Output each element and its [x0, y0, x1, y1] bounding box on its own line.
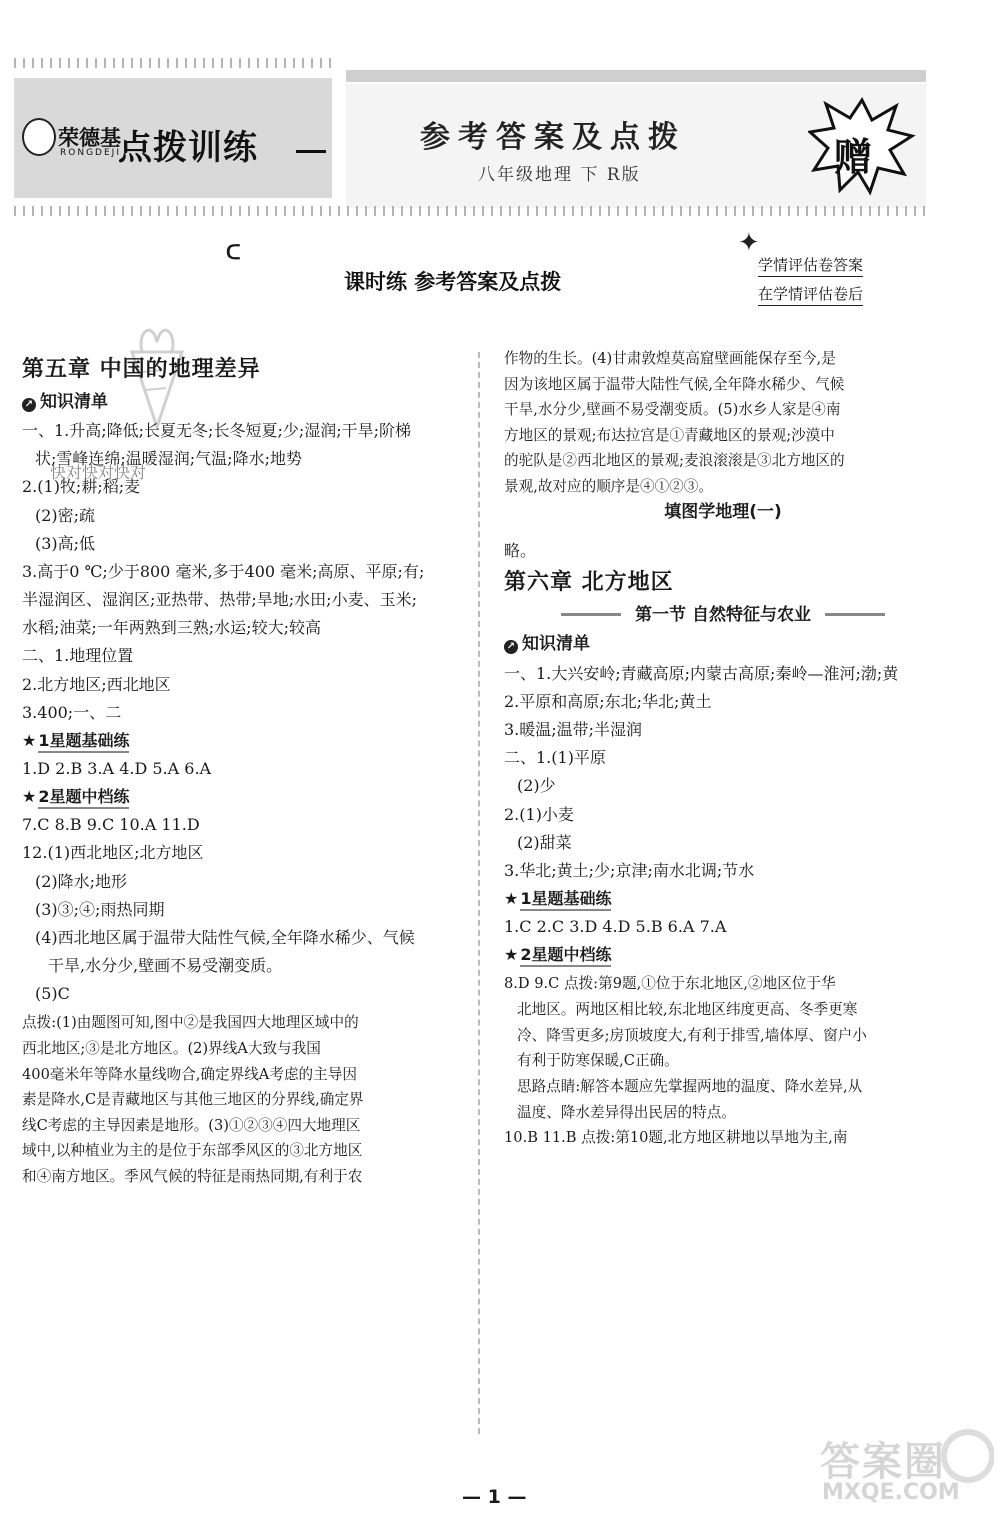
star-icon: ★ [22, 730, 37, 750]
assessment-note [746, 250, 890, 310]
answer-line: 状;雪峰连绵;温暖湿润;气温;降水;地势 快对快对快对 [35, 449, 302, 483]
answer-line: 略。 [504, 541, 537, 561]
answer-line: 7.C 8.B 9.C 10.A 11.D [22, 815, 200, 835]
exercise-heading: 填图学地理(一) [664, 501, 782, 522]
heading-text: 知识清单 [40, 391, 108, 412]
answer-column-right [504, 348, 942, 1153]
section-rule-right [825, 613, 885, 616]
answer-line: 3.暖温;温带;半湿润 [504, 720, 643, 740]
answer-line: 1.D 2.B 3.A 4.D 5.A 6.A [22, 759, 212, 778]
section-title-text: 第一节 自然特征与农业 [635, 604, 811, 625]
note-line-2: 在学情评估卷后 [758, 283, 863, 306]
answer-line: 水稻;油菜;一年两熟到三熟;水运;较大;较高 [22, 618, 321, 638]
answer-line: 12.(1)西北地区;北方地区 [22, 843, 204, 863]
explanation-line: 8.D 9.C 点拨:第9题,①位于东北地区,②地区位于华 [504, 975, 836, 993]
knowledge-list-heading [22, 392, 472, 413]
answer-line: (2)密;疏 [35, 505, 96, 525]
star-level-label: 2星题中档练 [38, 787, 129, 809]
page-title: 参考答案及点拨 [420, 120, 686, 155]
arrow-circle-icon: ↗ [504, 640, 518, 654]
explanation-line: 400毫米年等降水量线吻合,确定界线A考虑的主导因 [22, 1065, 357, 1083]
series-title: 点拨训练 [118, 128, 258, 168]
answer-line: 3.华北;黄土;少;京津;南水北调;节水 [504, 860, 755, 880]
page-subtitle: 八年级地理 下 R版 [478, 165, 641, 185]
series-underline [296, 150, 326, 153]
explanation-line: 方地区的景观;布达拉宫是①青藏地区的景观;沙漠中 [504, 426, 835, 444]
header-ruler [14, 206, 926, 216]
explanation-line: 因为该地区属于温带大陆性气候,全年降水稀少、气候 [504, 375, 845, 393]
answer-line: 1.C 2.C 3.D 4.D 5.B 6.A 7.A [504, 917, 727, 937]
star-level-heading [22, 731, 472, 751]
brand-sub: RONGDEJI [60, 148, 121, 158]
section-rule-left [561, 613, 621, 616]
answer-line: (2)少 [517, 776, 556, 796]
section-heading [504, 605, 942, 626]
brand-face-icon [22, 118, 56, 156]
brand-name: 荣德基 [58, 126, 121, 150]
answer-line: 二、1.(1)平原 [504, 748, 606, 768]
explanation-line: 线C考虑的主导因素是地形。(3)①②③④四大地理区 [22, 1116, 361, 1134]
explanation-line: 冷、降雪更多;房顶坡度大,有利于排雪,墙体厚、窗户小 [517, 1026, 867, 1044]
answer-line: 2.北方地区;西北地区 [22, 674, 171, 694]
header-ruler-left [14, 58, 332, 68]
arrow-circle-icon: ↗ [22, 398, 36, 412]
note-line-1: 学情评估卷答案 [758, 254, 863, 277]
watermark-overlay-text: 快对快对快对 [50, 463, 147, 483]
explanation-line: 的驼队是②西北地区的景观;麦浪滚滚是③北方地区的 [504, 452, 845, 470]
answer-line: 一、1.大兴安岭;青藏高原;内蒙古高原;秦岭—淮河;渤;黄 [504, 663, 899, 683]
answer-line: 干旱,水分少,壁画不易受潮变质。 [48, 956, 283, 976]
page-number: — 1 — [462, 1486, 527, 1508]
explanation-line: 域中,以种植业为主的是位于东部季风区的③北方地区 [22, 1142, 363, 1160]
explanation-line: 干旱,水分少,壁画不易受潮变质。(5)水乡人家是④南 [504, 401, 841, 419]
gift-label: 赠 [834, 135, 873, 179]
explanation-line: 和④南方地区。季风气候的特征是雨热同期,有利于农 [22, 1168, 363, 1186]
answer-line: (5)C [35, 984, 70, 1004]
knowledge-list-heading [504, 634, 942, 655]
chapter-heading: 第五章 中国的地理差异 [22, 357, 261, 382]
answer-line: 2.(1)牧;耕;稻;麦 [22, 477, 141, 497]
answer-line: (3)高;低 [35, 533, 96, 553]
star-level-heading [504, 945, 942, 965]
answer-line: 2.(1)小麦 [504, 804, 574, 824]
sparkle-icon: ✦ [738, 228, 760, 258]
explanation-line: 有利于防寒保暖,C正确。 [517, 1052, 679, 1070]
header-top-bar [346, 70, 926, 82]
explanation-line: 点拨:(1)由题图可知,图中②是我国四大地理区域中的 [22, 1014, 359, 1032]
answer-column-left [22, 350, 472, 1192]
star-icon: ★ [504, 889, 519, 908]
heading-text: 知识清单 [522, 634, 590, 655]
explanation-line: 作物的生长。(4)甘肃敦煌莫高窟壁画能保存至今,是 [504, 350, 836, 367]
explanation-line: 素是降水,C是青藏地区与其他三地区的分界线,确定界 [22, 1091, 364, 1109]
explanation-line: 北地区。两地区相比较,东北地区纬度更高、冬季更寒 [517, 1001, 858, 1019]
star-level-heading [504, 889, 942, 909]
star-level-heading [22, 787, 472, 807]
explanation-line: 西北地区;③是北方地区。(2)界线A大致与我国 [22, 1040, 321, 1058]
answer-line: 二、1.地理位置 [22, 646, 134, 666]
column-divider [478, 352, 480, 1434]
star-level-label: 1星题基础练 [520, 889, 611, 911]
answer-line: (2)甜菜 [517, 832, 572, 852]
watermark-url: MXQE.COM [822, 1480, 960, 1505]
explanation-line: 景观,故对应的顺序是④①②③。 [504, 478, 713, 496]
explanation-line: 温度、降水差异得出民居的特点。 [517, 1103, 736, 1121]
answer-line: 3.400;一、二 [22, 702, 122, 722]
star-level-label: 1星题基础练 [38, 731, 129, 753]
explanation-line: 10.B 11.B 点拨:第10题,北方地区耕地以旱地为主,南 [504, 1129, 848, 1147]
answer-line: (4)西北地区属于温带大陆性气候,全年降水稀少、气候 [35, 927, 415, 947]
answer-line: (3)③;④;雨热同期 [35, 899, 165, 919]
answer-line: 3.高于0 ℃;少于800 毫米,多于400 毫米;高原、平原;有; [22, 561, 425, 581]
bookmark-icon: ᑕ [226, 240, 241, 264]
star-icon: ★ [22, 787, 37, 807]
section-title: 课时练 参考答案及点拨 [344, 270, 562, 294]
star-icon: ★ [504, 945, 519, 965]
chapter-heading: 第六章 北方地区 [504, 570, 674, 596]
star-level-label: 2星题中档练 [520, 945, 611, 967]
answer-line: 一、1.升高;降低;长夏无冬;长冬短夏;少;湿润;干旱;阶梯 [22, 421, 412, 441]
answer-line: 2.平原和高原;东北;华北;黄土 [504, 691, 712, 711]
answer-line: 半湿润区、湿润区;亚热带、热带;旱地;水田;小麦、玉米; [22, 590, 417, 610]
watermark-text: 答案圈 [820, 1439, 946, 1485]
explanation-line: 思路点睛:解答本题应先掌握两地的温度、降水差异,从 [517, 1077, 863, 1095]
answer-line: (2)降水;地形 [35, 871, 128, 891]
